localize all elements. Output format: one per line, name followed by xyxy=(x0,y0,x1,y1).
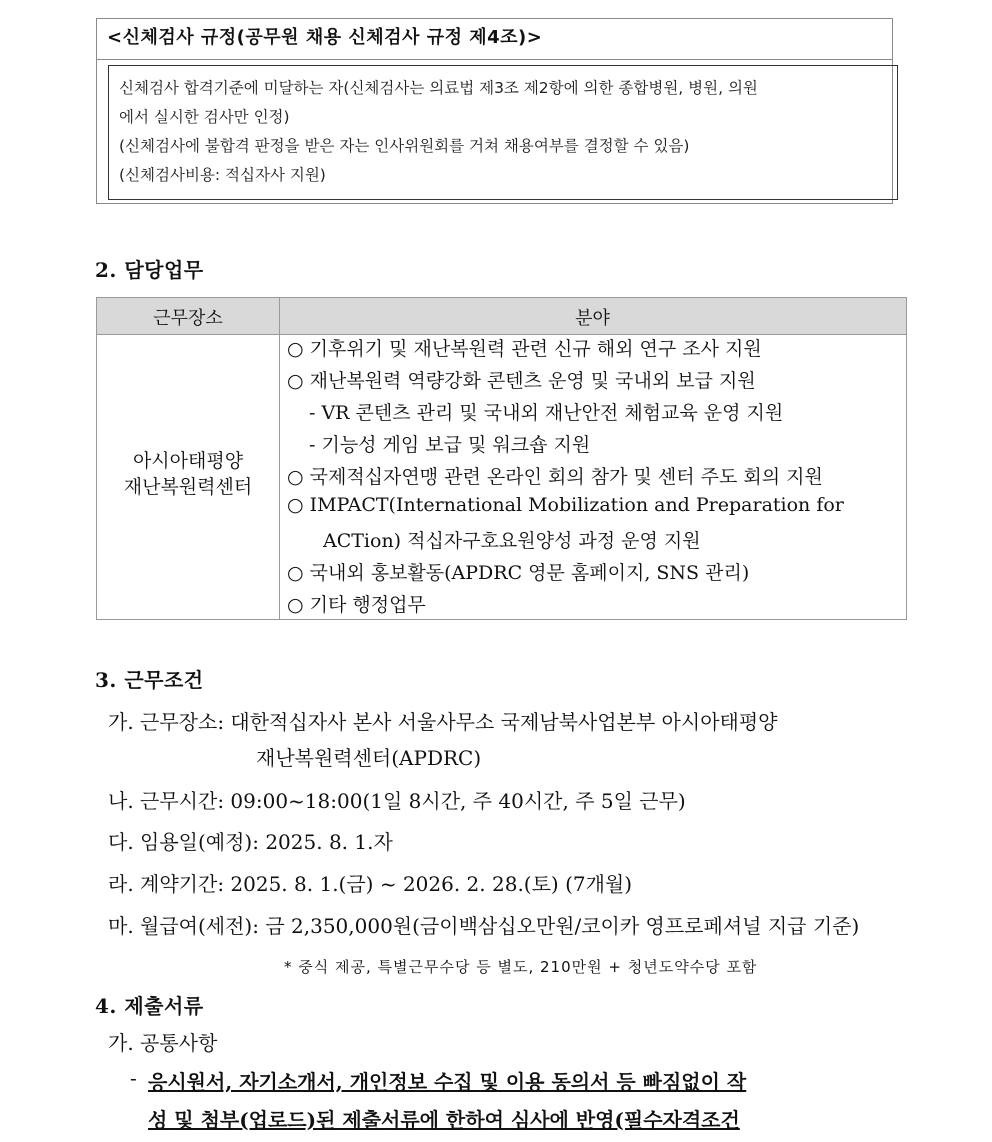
workplace-cell xyxy=(97,448,279,500)
regulation-line: 신체검사 합격기준에 미달하는 자(신체검사는 의료법 제3조 제2항에 의한 종합병원, 병원, 의원 xyxy=(119,79,758,97)
section-2-title: 2. 담당업무 xyxy=(95,258,204,282)
duty-subitem: - 기능성 게임 보급 및 워크숍 지원 xyxy=(309,434,591,456)
table-header-row xyxy=(97,298,906,335)
condition-item: 마. 월급여(세전): 금 2,350,000원(금이백삼십오만원/코이카 영프로페셔널 지급 기준) xyxy=(108,914,860,938)
duty-item: ○ 기후위기 및 재난복원력 관련 신규 해외 연구 조사 지원 xyxy=(287,338,762,360)
duty-item: ○ 국제적십자연맹 관련 온라인 회의 참가 및 센터 주도 회의 지원 xyxy=(287,466,823,488)
subsection-common: 가. 공통사항 xyxy=(108,1031,218,1055)
duty-item: ○ IMPACT(International Mobilization and Preparation for xyxy=(287,494,844,516)
duty-item-continuation: ACTion) 적십자구호요원양성 과정 운영 지원 xyxy=(323,530,701,552)
salary-note: * 중식 제공, 특별근무수당 등 별도, 210만원 + 청년도약수당 포함 xyxy=(284,958,758,976)
divider xyxy=(97,59,892,60)
header-field: 분야 xyxy=(575,308,610,329)
duties-table xyxy=(96,297,907,620)
condition-item-continuation: 재난복원력센터(APDRC) xyxy=(256,746,482,770)
workplace-line: 재난복원력센터 xyxy=(123,476,253,498)
duty-item: ○ 기타 행정업무 xyxy=(287,594,426,616)
duty-item: ○ 국내외 홍보활동(APDRC 영문 홈페이지, SNS 관리) xyxy=(287,562,750,584)
condition-item: 가. 근무장소: 대한적십자사 본사 서울사무소 국제남북사업본부 아시아태평양 xyxy=(108,710,778,734)
header-workplace: 근무장소 xyxy=(153,308,223,329)
condition-item: 다. 임용일(예정): 2025. 8. 1.자 xyxy=(108,830,393,854)
condition-item: 나. 근무시간: 09:00~18:00(1일 8시간, 주 40시간, 주 5일 근무) xyxy=(108,789,686,813)
bullet-dash: - xyxy=(130,1066,137,1090)
regulation-line: (신체검사비용: 적십자사 지원) xyxy=(119,166,326,184)
requirement-line: 응시원서, 자기소개서, 개인정보 수집 및 이용 동의서 등 빠짐없이 작 xyxy=(148,1070,747,1094)
duty-subitem: - VR 콘텐츠 관리 및 국내외 재난안전 체험교육 운영 지원 xyxy=(309,402,784,424)
section-3-title: 3. 근무조건 xyxy=(95,668,204,692)
physical-exam-regulation-box xyxy=(96,18,893,204)
section-4-title: 4. 제출서류 xyxy=(95,994,204,1018)
regulation-line: 에서 실시한 검사만 인정) xyxy=(119,108,290,126)
regulation-title: <신체검사 규정(공무원 채용 신체검사 규정 제4조)> xyxy=(107,27,543,48)
workplace-line: 아시아태평양 xyxy=(132,450,244,472)
column-divider xyxy=(279,298,280,619)
regulation-line: (신체검사에 불합격 판정을 받은 자는 인사위원회를 거쳐 채용여부를 결정할 수 있음) xyxy=(119,137,690,155)
requirement-line: 성 및 첨부(업로드)된 제출서류에 한하여 심사에 반영(필수자격조건 xyxy=(148,1108,740,1132)
condition-item: 라. 계약기간: 2025. 8. 1.(금) ~ 2026. 2. 28.(토) (7개월) xyxy=(108,872,633,896)
regulation-content xyxy=(108,65,898,200)
duty-item: ○ 재난복원력 역량강화 콘텐츠 운영 및 국내외 보급 지원 xyxy=(287,370,756,392)
